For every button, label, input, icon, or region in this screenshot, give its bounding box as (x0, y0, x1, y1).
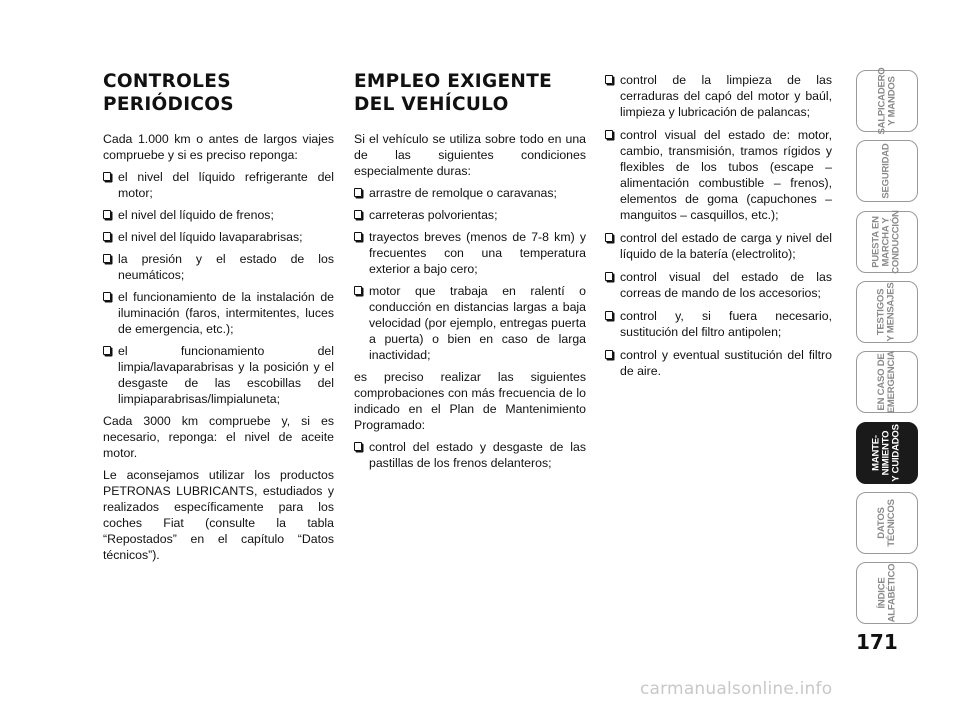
intro-paragraph: Si el vehículo se utiliza sobre todo en una de las siguientes condiciones especialmente duras: (354, 132, 586, 178)
tab-indice[interactable]: ÍNDICE ALFABÉTICO (856, 562, 918, 624)
lubricants-paragraph: Le aconsejamos utilizar los productos PETRONAS LUBRICANTS, estudiados y realizados específicamente para los coches Fiat (consulte la tabla “Repostados” en el capítulo “Datos técnicos”). (103, 468, 334, 562)
list-item: el funcionamiento del limpia/lavaparabrisas y la posición y el desgaste de las escobillas del limpiaparabrisas/limpialuneta; (103, 343, 334, 407)
list-item: motor que trabaja en ralentí o conducción en distancias largas a baja velocidad (por ejemplo, entregas puerta a puerta) o bien en caso de larga inactividad; (354, 283, 586, 363)
title-line-2: PERIÓDICOS (103, 94, 234, 115)
tab-puesta-en-marcha[interactable]: PUESTA EN MARCHA Y CONDUCCIÓN (856, 211, 918, 273)
checkbox-bullet-icon (605, 272, 613, 281)
list-item: control del estado y desgaste de las pastillas de los frenos delanteros; (354, 439, 586, 471)
list-item: control del estado de carga y nivel del líquido de la batería (electrolito); (605, 230, 832, 262)
checkbox-bullet-icon (103, 292, 111, 301)
tab-testigos[interactable]: TESTIGOS Y MENSAJES (856, 281, 918, 343)
checkbox-bullet-icon (354, 210, 362, 219)
checkbox-bullet-icon (354, 442, 362, 451)
tab-emergencia[interactable]: EN CASO DE EMERGENCIA (856, 351, 918, 413)
section-title-empleo (354, 70, 586, 116)
list-item: control y, si fuera necesario, sustitución del filtro antipolen; (605, 308, 832, 340)
checkbox-bullet-icon (605, 350, 613, 359)
list-item: el nivel del líquido lavaparabrisas; (103, 229, 334, 245)
column-empleo-exigente (354, 70, 586, 477)
checkbox-bullet-icon (354, 188, 362, 197)
section-title-controles (103, 70, 334, 116)
list-item: control y eventual sustitución del filtro de aire. (605, 347, 832, 379)
column-controles-periodicos (103, 70, 334, 569)
list-item: carreteras polvorientas; (354, 207, 586, 223)
list-item: el funcionamiento de la instalación de iluminación (faros, intermitentes, luces de emergencia, etc.); (103, 289, 334, 337)
tab-seguridad[interactable]: SEGURIDAD (856, 140, 918, 202)
list-item: trayectos breves (menos de 7-8 km) y frecuentes con una temperatura exterior a bajo cero; (354, 229, 586, 277)
list-item: control de la limpieza de las cerraduras del capó del motor y baúl, limpieza y lubricación de palancas; (605, 72, 832, 120)
checkbox-bullet-icon (103, 172, 111, 181)
page-number: 171 (856, 630, 898, 654)
list-item: el nivel del líquido refrigerante del motor; (103, 169, 334, 201)
title-line-1: CONTROLES (103, 71, 231, 92)
list-item: el nivel del líquido de frenos; (103, 207, 334, 223)
list-item: control visual del estado de: motor, cambio, transmisión, tramos rígidos y flexibles de los tubos (escape – alimentación combustible – frenos), elementos de goma (capuchones – manguitos – casquillos, etc.); (605, 127, 832, 223)
intro-paragraph: Cada 1.000 km o antes de largos viajes compruebe y si es preciso reponga: (103, 132, 334, 162)
checkbox-bullet-icon (605, 130, 613, 139)
checkbox-bullet-icon (103, 210, 111, 219)
checkbox-bullet-icon (605, 311, 613, 320)
list-item: la presión y el estado de los neumáticos; (103, 251, 334, 283)
oil-paragraph: Cada 3000 km compruebe y, si es necesario, reponga: el nivel de aceite motor. (103, 414, 334, 460)
checkbox-bullet-icon (354, 232, 362, 241)
title-line-1: EMPLEO EXIGENTE (354, 71, 553, 92)
checkbox-bullet-icon (605, 233, 613, 242)
checkbox-bullet-icon (354, 286, 362, 295)
checkbox-bullet-icon (103, 254, 111, 263)
watermark: carmanualsonline.info (640, 679, 833, 699)
list-item: control visual del estado de las correas de mando de los accesorios; (605, 269, 832, 301)
tab-datos-tecnicos[interactable]: DATOS TÉCNICOS (856, 492, 918, 554)
title-line-2: DEL VEHÍCULO (354, 94, 509, 115)
tab-salpicadero[interactable]: SALPICADERO Y MANDOS (856, 70, 918, 132)
tab-mantenimiento[interactable]: MANTE- NIMIENTO Y CUIDADOS (856, 422, 918, 484)
checkbox-bullet-icon (103, 346, 111, 355)
frequency-paragraph: es preciso realizar las siguientes comprobaciones con más frecuencia de lo indicado en el Plan de Mantenimiento Programado: (354, 370, 586, 432)
column-controls-continued (605, 72, 832, 386)
checkbox-bullet-icon (103, 232, 111, 241)
checkbox-bullet-icon (605, 75, 613, 84)
list-item: arrastre de remolque o caravanas; (354, 185, 586, 201)
